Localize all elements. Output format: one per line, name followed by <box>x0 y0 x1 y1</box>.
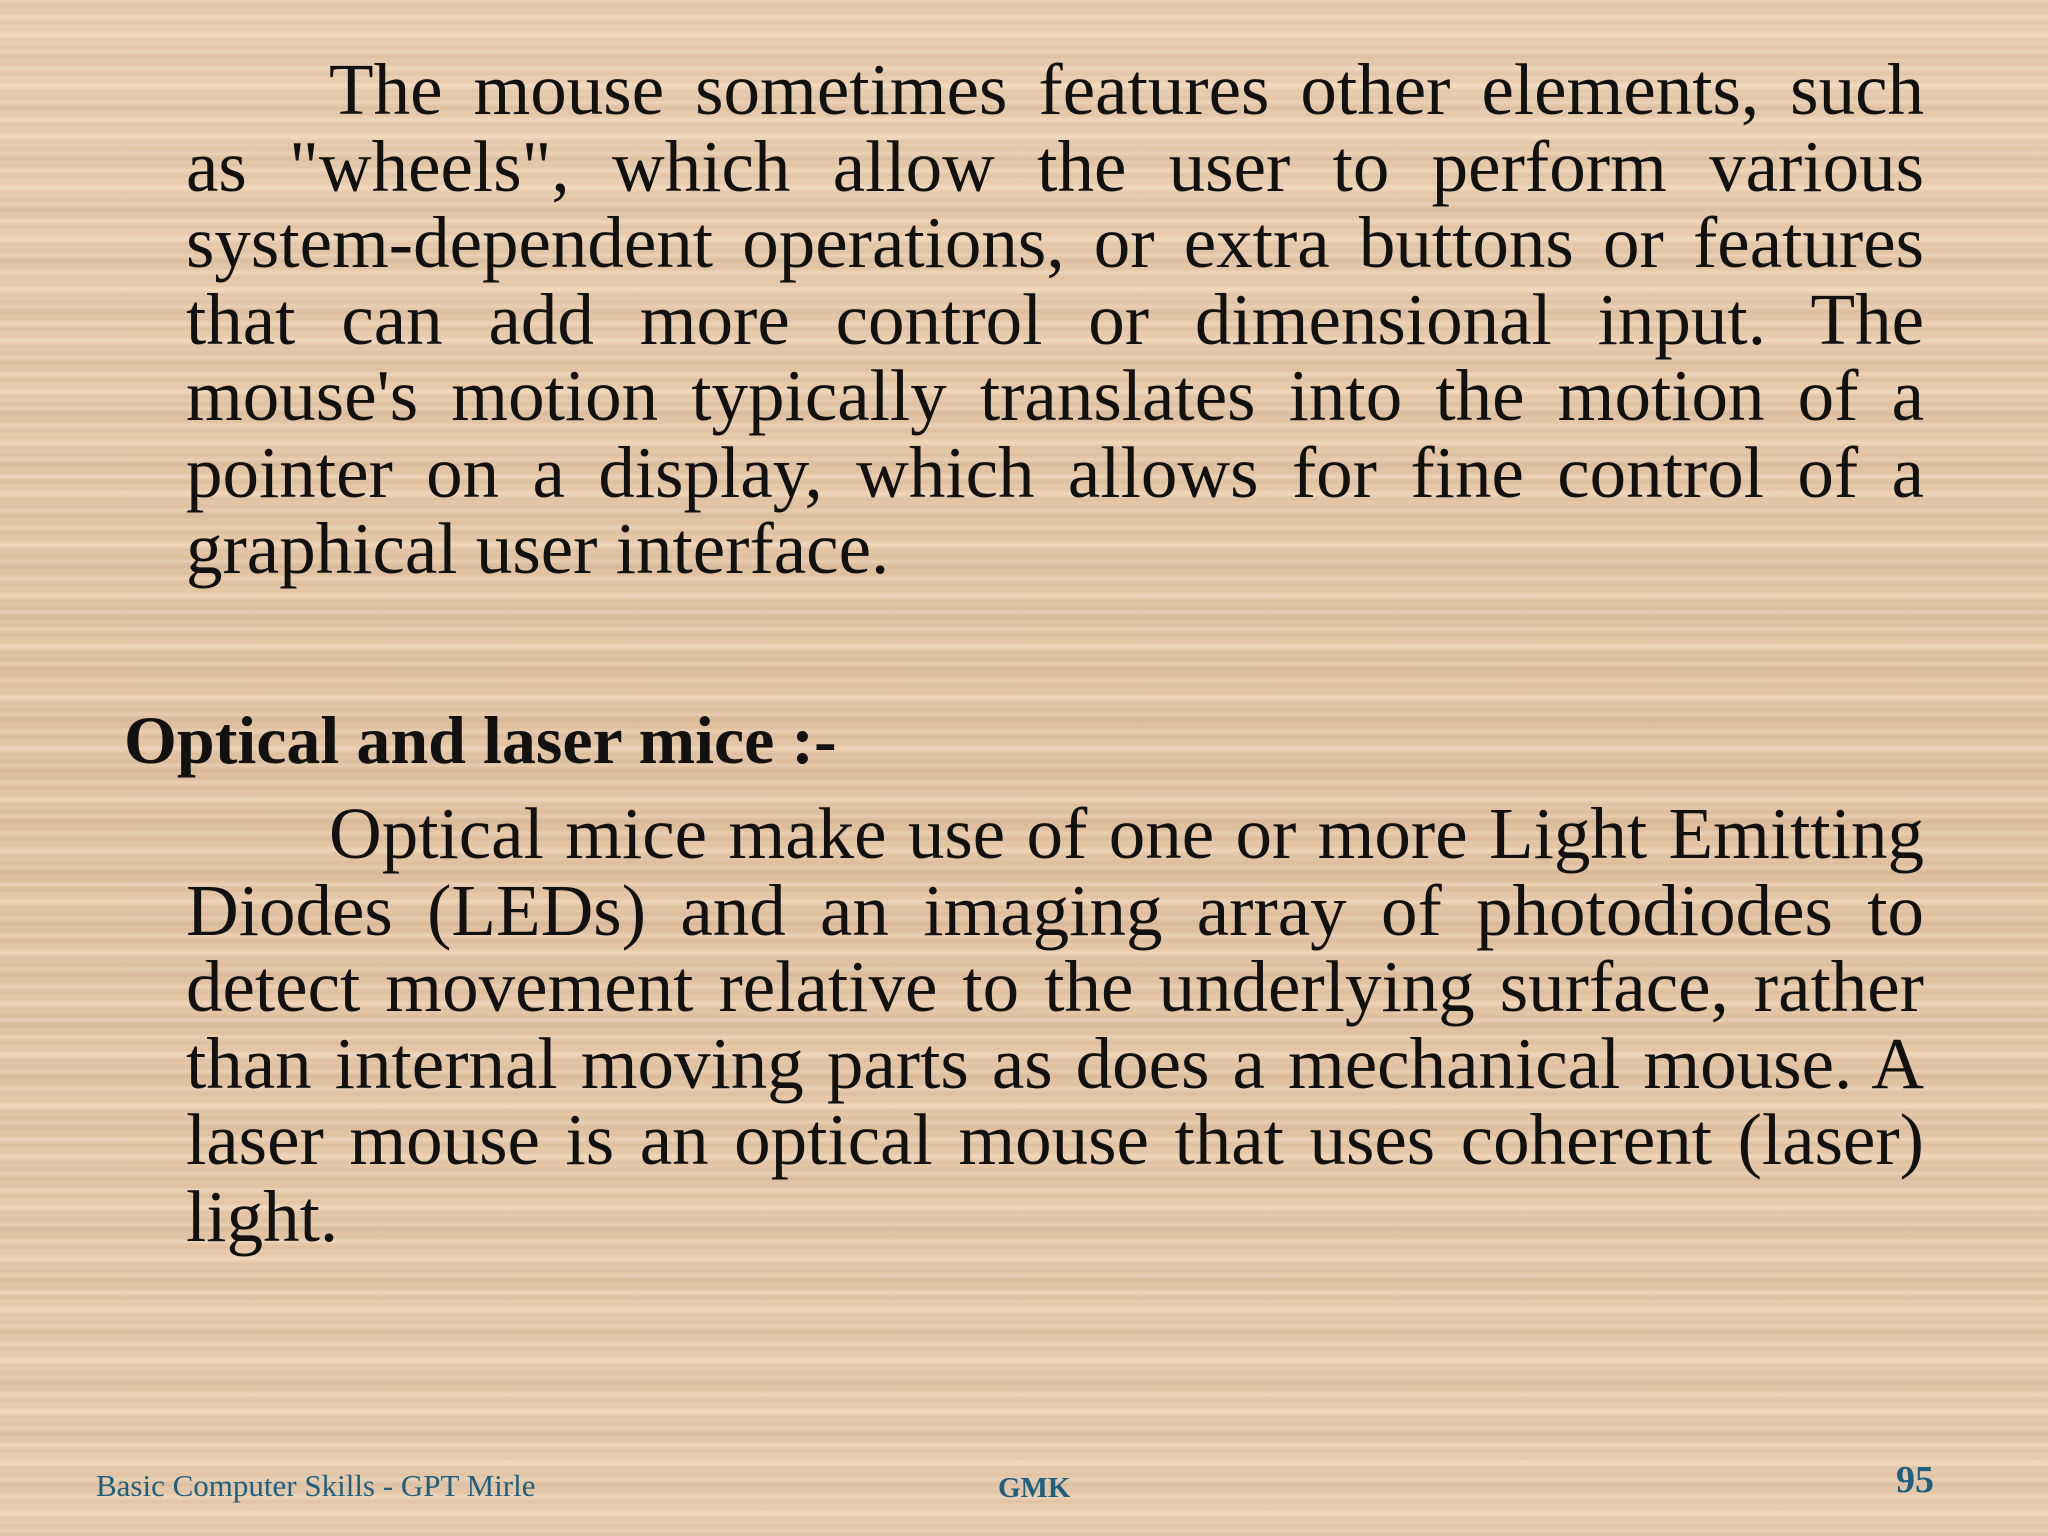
footer-course-title: Basic Computer Skills - GPT Mirle <box>96 1468 536 1503</box>
footer-author-initials: GMK <box>998 1472 1071 1504</box>
page-number: 95 <box>1896 1459 1934 1501</box>
mouse-features-paragraph: The mouse sometimes features other elements, such as "wheels", which allow the user to perform various system-dependent operations, or extra buttons or features that can add more control or dimensional input. The mouse's motion typically translates into the motion of a pointer on a display, which allows for fine control of a graphical user interface. <box>186 49 1924 589</box>
section-heading: Optical and laser mice :- <box>124 702 837 778</box>
optical-mice-paragraph: Optical mice make use of one or more Light Emitting Diodes (LEDs) and an imaging array of photodiodes to detect movement relative to the underlying surface, rather than internal moving parts as does a mechanical mouse. A laser mouse is an optical mouse that uses coherent (laser) light. <box>186 793 1924 1257</box>
